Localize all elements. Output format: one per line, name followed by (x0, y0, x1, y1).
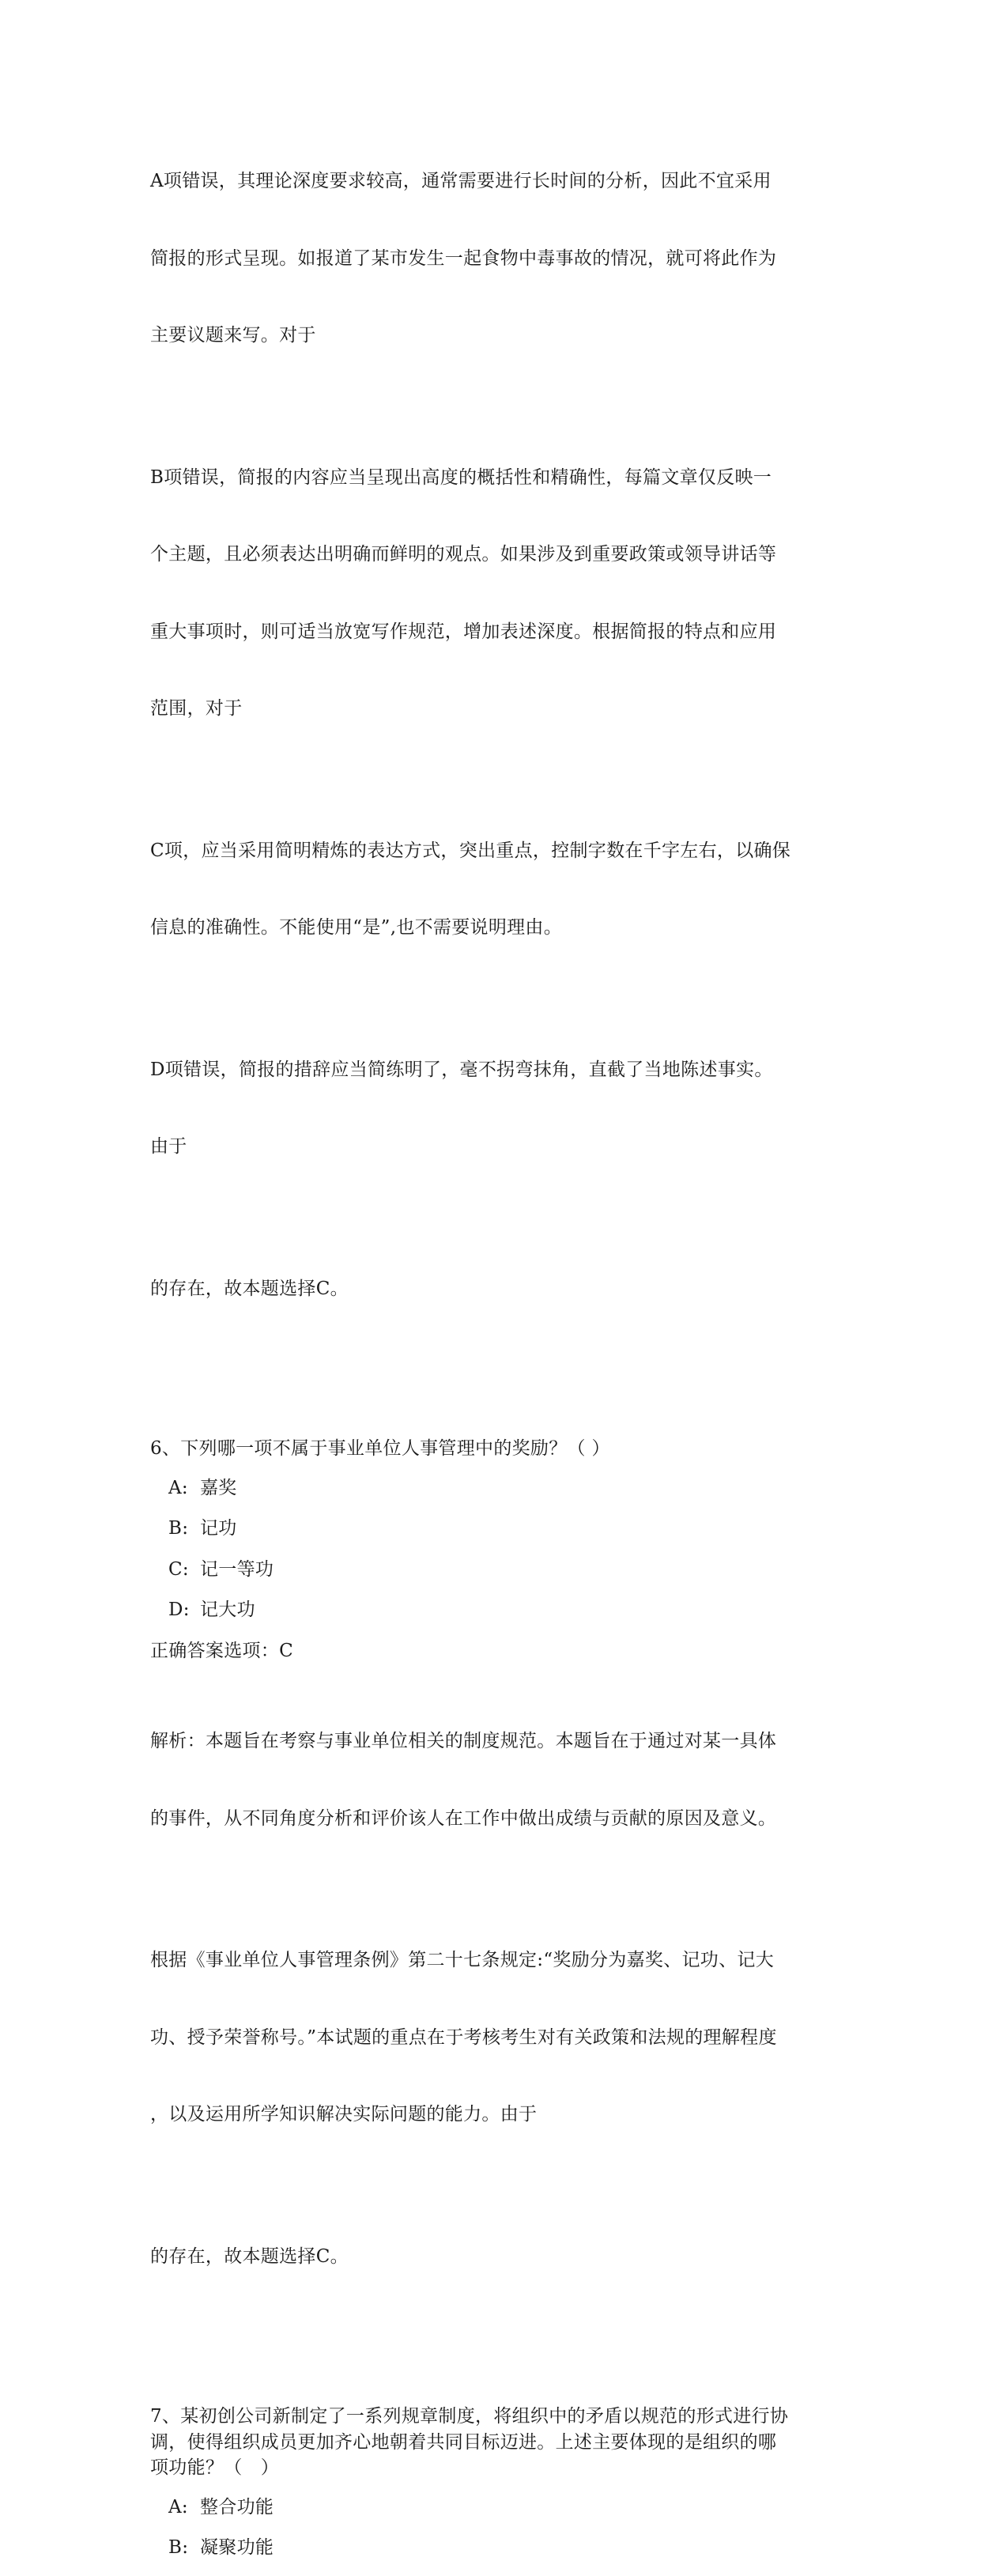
text-line: 解析：本题旨在考察与事业单位相关的制度规范。本题旨在于通过对某一具体 (150, 1731, 777, 1751)
q5-conclusion (150, 1225, 846, 1354)
q7-option-b (168, 2535, 846, 2561)
q6-answer: 正确答案选项：C (150, 1640, 293, 1661)
text-line: A项错误，其理论深度要求较高，通常需要进行长时间的分析，因此不宜采用 (150, 171, 772, 191)
option-text: 嘉奖 (200, 1477, 237, 1498)
option-text: 记功 (200, 1518, 237, 1539)
option-text: 记一等功 (200, 1558, 274, 1580)
option-text: 记大功 (200, 1600, 255, 1620)
question-text: 7、某初创公司新制定了一系列规章制度，将组织中的矛盾以规范的形式进行协 (150, 2406, 789, 2427)
text-line: 重大事项时，则可适当放宽写作规范，增加表述深度。根据简报的特点和应用 (150, 621, 777, 642)
q7-option-a (168, 2495, 846, 2521)
option-key: A: (168, 2496, 188, 2517)
q6-option-c (168, 1557, 846, 1583)
option-key: B: (168, 2537, 189, 2558)
text-line: 的存在，故本题选择C。 (150, 2246, 349, 2267)
document-page (150, 117, 846, 2576)
text-line: ，以及运用所学知识解决实际问题的能力。由于 (150, 2104, 538, 2125)
q7-question (150, 2404, 846, 2481)
section-spacer (150, 1366, 846, 1436)
text-line: 功、授予荣誉称号。”本试题的重点在于考核考生对有关政策和法规的理解程度 (150, 2026, 777, 2048)
text-line: 范围，对于 (150, 698, 243, 719)
option-text: 凝聚功能 (200, 2537, 274, 2558)
q6-conclusion (150, 2193, 846, 2321)
option-key: B: (168, 1518, 189, 1539)
option-key: D: (168, 1600, 190, 1620)
q5-analysis-c (150, 787, 846, 992)
q6-option-d (168, 1597, 846, 1623)
text-line: B项错误，简报的内容应当呈现出高度的概括性和精确性，每篇文章仅反映一 (150, 466, 772, 488)
text-line: 主要议题来写。对于 (150, 325, 316, 346)
section-spacer (150, 2334, 846, 2404)
question-text: 调，使得组织成员更加齐心地朝着共同目标迈进。上述主要体现的是组织的哪 (150, 2431, 777, 2453)
question-text: 6、下列哪一项不属于事业单位人事管理中的奖励？（ ） (150, 1438, 610, 1459)
q5-analysis-a (150, 117, 846, 400)
q6-option-b (168, 1516, 846, 1542)
option-key: C: (168, 1558, 189, 1580)
q6-option-a (168, 1475, 846, 1501)
text-line: D项错误，简报的措辞应当简练明了，毫不拐弯抹角，直截了当地陈述事实。 (150, 1059, 773, 1080)
q6-basis (150, 1896, 846, 2179)
text-line: 由于 (150, 1136, 187, 1157)
q5-analysis-b (150, 414, 846, 773)
text-line: 个主题，且必须表达出明确而鲜明的观点。如果涉及到重要政策或领导讲话等 (150, 544, 777, 565)
text-line: 简报的形式呈现。如报道了某市发生一起食物中毒事故的情况，就可将此作为 (150, 247, 777, 269)
text-line: 根据《事业单位人事管理条例》第二十七条规定:“奖励分为嘉奖、记功、记大 (150, 1950, 775, 1970)
text-line: C项，应当采用简明精炼的表达方式，突出重点，控制字数在千字左右，以确保 (150, 840, 791, 861)
q6-question (150, 1436, 846, 1462)
text-line: 的存在，故本题选择C。 (150, 1278, 349, 1299)
q5-analysis-d (150, 1006, 846, 1211)
text-line: 信息的准确性。不能使用“是”,也不需要说明理由。 (150, 917, 563, 938)
question-text: 项功能？（ ） (150, 2457, 280, 2478)
option-text: 整合功能 (200, 2496, 274, 2517)
q6-analysis (150, 1677, 846, 1883)
text-line: 的事件，从不同角度分析和评价该人在工作中做出成绩与贡献的原因及意义。 (150, 1807, 777, 1829)
option-key: A: (168, 1477, 188, 1498)
